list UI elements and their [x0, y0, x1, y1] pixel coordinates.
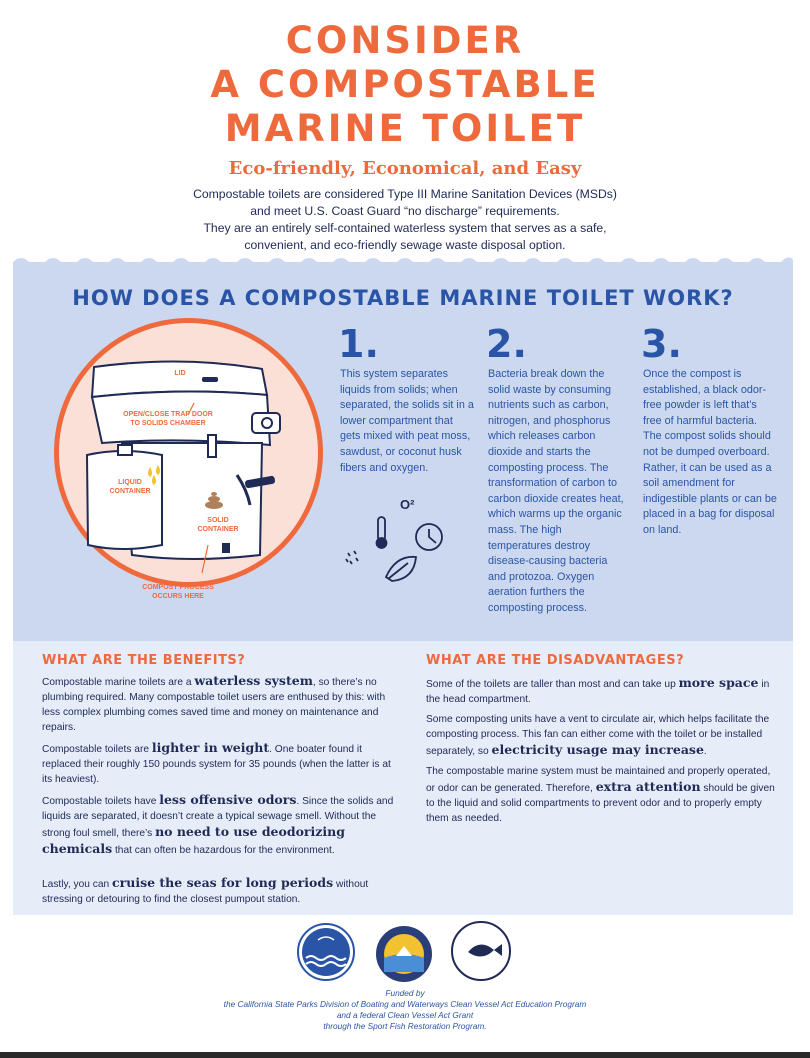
- title-line-3: MARINE TOILET: [224, 107, 586, 150]
- step-3-text: Once the compost is established, a black odor-free powder is left that’s free of harmful bacteria. The compost solids should not be dumped overboard. Rather, it can be used as a soil amendment for indigestible plants or can be placed in a bag for disposal on land.: [643, 368, 777, 536]
- toilet-diagram-illustration: [62, 325, 317, 580]
- intro-line: convenient, and eco-friendly sewage waste disposal option.: [244, 238, 566, 252]
- label-lid: LID: [174, 370, 186, 377]
- benefit-odors: Compostable toilets have less offensive odors. Since the solids and liquids are separated, it doesn’t create a typical sewage smell. Without the strong foul smell, there’s no need to use deodorizing chemicals that can often be hazardous for the environment.: [42, 792, 394, 856]
- disadvantage-attention: The compostable marine system must be maintained and properly operated, or odor can be generated. Therefore, extra attention should be given to the liquid and solid compartments to prevent odor and to properly empty them as needed.: [426, 766, 775, 824]
- disadvantage-electricity: Some composting units have a vent to circulate air, which helps facilitate the composting process. This fan can either come with the toilet or be installed separately, so electricity usage may increase.: [426, 714, 770, 757]
- intro-text: [140, 186, 670, 254]
- benefit-lighter: Compostable toilets are lighter in weight. One boater found it replaced their roughly 150 pounds system for 35 pounds (when the latter is at its heaviest).: [42, 740, 391, 785]
- label-solid-container: SOLID CONTAINER: [197, 517, 239, 533]
- how-it-works-heading: HOW DOES A COMPOSTABLE MARINE TOILET WORK?: [72, 286, 734, 310]
- funding-line: the California State Parks Division of Boating and Waterways Clean Vessel Act Education Program: [223, 999, 587, 1009]
- disadvantages-heading: WHAT ARE THE DISADVANTAGES?: [426, 653, 685, 668]
- intro-line: and meet U.S. Coast Guard “no discharge” requirements.: [250, 204, 560, 218]
- oxygen-icon: O²: [400, 497, 415, 512]
- step-1-number: 1.: [338, 322, 379, 366]
- page-bottom-border: [0, 1052, 810, 1058]
- bay-foundation-logo: [296, 922, 356, 982]
- subtitle: Eco-friendly, Economical, and Easy: [228, 158, 582, 179]
- intro-line: They are an entirely self-contained waterless system that serves as a safe,: [203, 221, 607, 235]
- step-1-text: This system separates liquids from solids; when separated, the solids sit in a lower compartment that gets mixed with peat moss, sawdust, or coconut husk fibers and oxygen.: [340, 368, 474, 474]
- label-compost-process: COMPOST PROCESS OCCURS HERE: [142, 584, 214, 600]
- label-trap-door: OPEN/CLOSE TRAP DOOR TO SOLIDS CHAMBER: [123, 411, 213, 427]
- funding-line: Funded by: [385, 988, 425, 998]
- funding-line: and a federal Clean Vessel Act Grant: [336, 1010, 474, 1020]
- funding-line: through the Sport Fish Restoration Program.: [323, 1021, 487, 1031]
- step-2-text: Bacteria break down the solid waste by consuming nutrients such as carbon, nitrogen, and phosphorus which releases carbon dioxide and starts the composting process. The transformation of carbon to carbon dioxide creates heat, which warms up the organic mass. The high temperatures destroy disease-causing bacteria and protozoa. Oxygen aeration furthers the composting process.: [488, 368, 624, 614]
- step-3-number: 3.: [641, 322, 682, 366]
- title-line-1: CONSIDER: [285, 19, 525, 62]
- title-line-2: A COMPOSTABLE: [210, 63, 600, 106]
- benefits-heading: WHAT ARE THE BENEFITS?: [42, 653, 246, 668]
- benefit-waterless: Compostable marine toilets are a waterless system, so there’s no plumbing required. Many compostable toilet users are enthused by this: with less complex plumbing comes saved time and money on maintenance and repairs.: [42, 673, 386, 733]
- disadvantage-space: Some of the toilets are taller than most and can take up more space in the head compartment.: [426, 675, 770, 705]
- label-liquid-container: LIQUID CONTAINER: [109, 479, 151, 495]
- wave-top-divider: [13, 254, 793, 270]
- step-2-number: 2.: [486, 322, 527, 366]
- benefit-cruise: Lastly, you can cruise the seas for long periods without stressing or detouring to find the closest pumpout station.: [42, 875, 369, 905]
- sport-fish-restoration-logo: [450, 920, 512, 982]
- intro-line: Compostable toilets are considered Type III Marine Sanitation Devices (MSDs): [193, 187, 617, 201]
- particles-icon: [346, 551, 358, 564]
- boating-waterways-logo: [374, 924, 434, 984]
- funding-credit: [150, 988, 660, 1032]
